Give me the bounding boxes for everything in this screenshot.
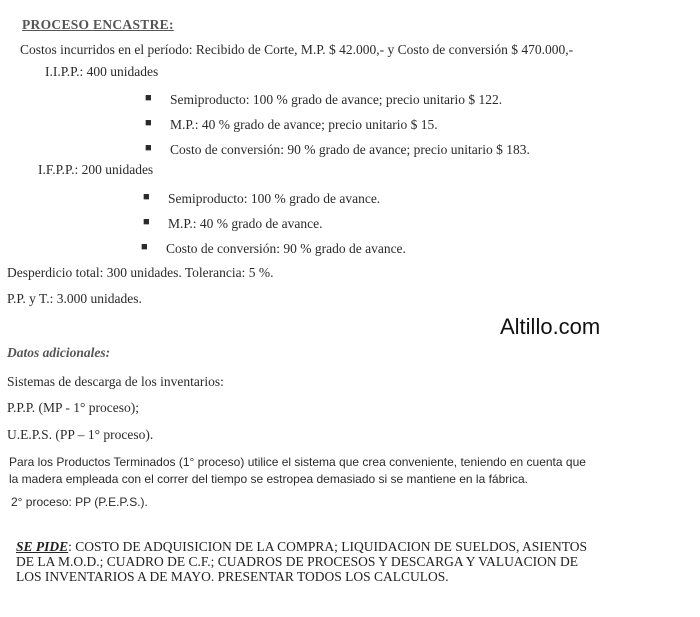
bullet-icon: ■: [145, 117, 152, 129]
paragraph-line-1: Para los Productos Terminados (1° proceso) utilice el sistema que crea conveniente, teniendo en cuenta que: [9, 455, 586, 469]
costs-line: Costos incurridos en el período: Recibido de Corte, M.P. $ 42.000,- y Costo de conversión $ 470.000,-: [20, 42, 574, 57]
bullet-icon: ■: [145, 92, 152, 104]
watermark-text: Altillo.com: [500, 314, 601, 339]
se-pide-text: : COSTO DE ADQUISICION DE LA COMPRA; LIQUIDACION DE SUELDOS, ASIENTOS: [68, 539, 588, 554]
ifpp-header: I.F.P.P.: 200 unidades: [38, 162, 154, 177]
iipp-item: M.P.: 40 % grado de avance; precio unitario $ 15.: [170, 117, 438, 132]
ifpp-item: Semiproducto: 100 % grado de avance.: [168, 191, 381, 206]
systems-line: Sistemas de descarga de los inventarios:: [7, 374, 224, 389]
bullet-icon: ■: [143, 191, 150, 203]
bullet-icon: ■: [141, 241, 148, 253]
ppp-line: P.P.P. (MP - 1° proceso);: [7, 400, 140, 415]
second-process-line: 2° proceso: PP (P.E.P.S.).: [11, 495, 148, 509]
section-title: PROCESO ENCASTRE:: [22, 17, 174, 32]
paragraph-line-2: la madera empleada con el correr del tiempo se estropea demasiado si se mantiene en la fábrica.: [9, 472, 528, 486]
bullet-icon: ■: [145, 142, 152, 154]
ifpp-item: M.P.: 40 % grado de avance.: [168, 216, 323, 231]
ppt-line: P.P. y T.: 3.000 unidades.: [7, 291, 142, 306]
additional-heading: Datos adicionales:: [7, 345, 111, 360]
se-pide-line-3: LOS INVENTARIOS A DE MAYO. PRESENTAR TODOS LOS CALCULOS.: [16, 569, 449, 584]
ifpp-item: Costo de conversión: 90 % grado de avance.: [166, 241, 406, 256]
se-pide-line-1: [16, 539, 587, 555]
se-pide-line-2: DE LA M.O.D.; CUADRO DE C.F.; CUADROS DE PROCESOS Y DESCARGA Y VALUACION DE: [16, 554, 578, 569]
iipp-item: Semiproducto: 100 % grado de avance; precio unitario $ 122.: [170, 92, 503, 107]
ueps-line: U.E.P.S. (PP – 1° proceso).: [7, 427, 154, 442]
se-pide-label: SE PIDE: [16, 539, 69, 554]
bullet-icon: ■: [143, 216, 150, 228]
waste-line: Desperdicio total: 300 unidades. Tolerancia: 5 %.: [7, 265, 274, 280]
iipp-item: Costo de conversión: 90 % grado de avance; precio unitario $ 183.: [170, 142, 530, 157]
iipp-header: I.I.P.P.: 400 unidades: [45, 64, 159, 79]
